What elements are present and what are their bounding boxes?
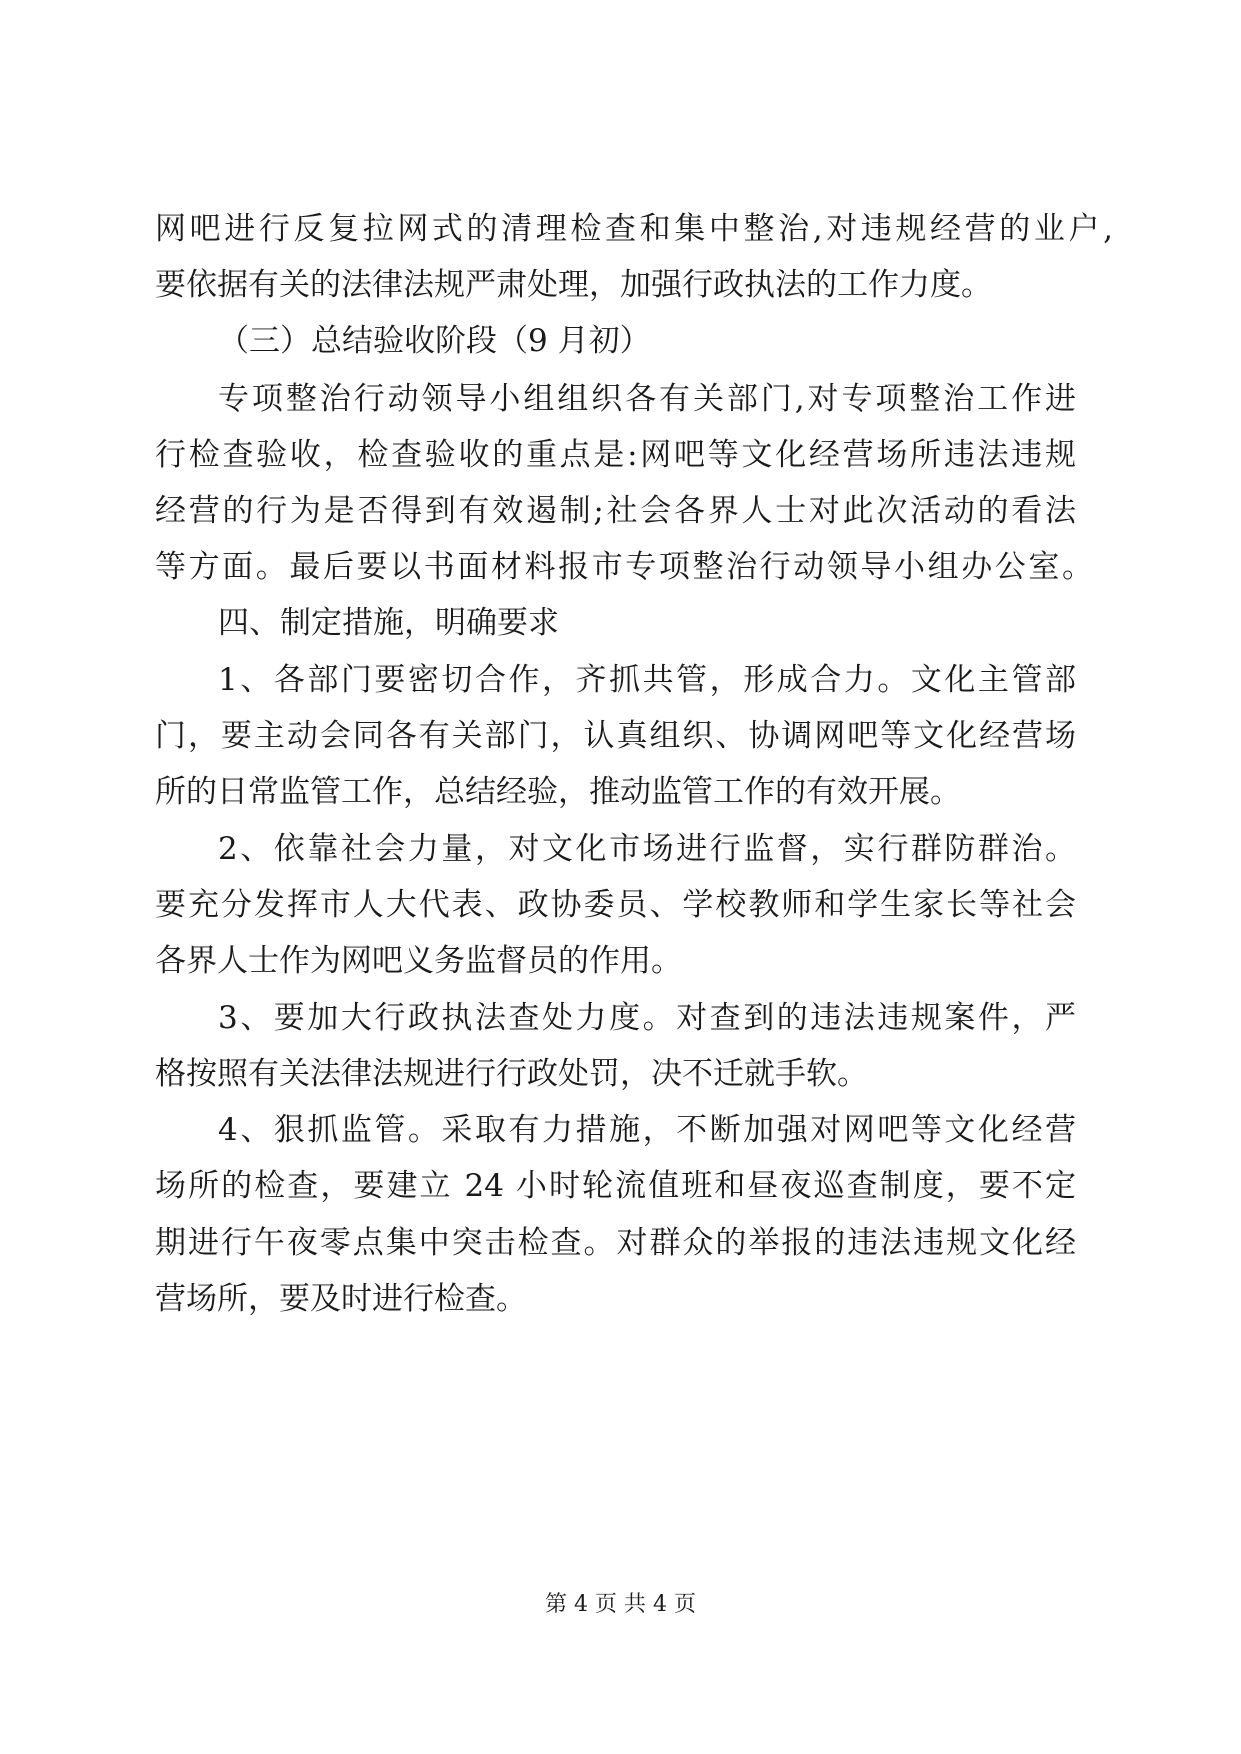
paragraph-line: 1、各部门要密切合作，齐抓共管，形成合力。文化主管部 (218, 662, 1076, 698)
paragraph-line: 行检查验收，检查验收的重点是:网吧等文化经营场所违法违规 (155, 437, 1076, 473)
paragraph-line: 等方面。最后要以书面材料报市专项整治行动领导小组办公室。 (155, 549, 1093, 585)
paragraph-line: 专项整治行动领导小组组织各有关部门,对专项整治工作进 (218, 381, 1076, 417)
section-heading: （三）总结验收阶段（9 月初） (218, 323, 651, 359)
paragraph-line: 格按照有关法律法规进行行政处罚，决不迁就手软。 (155, 1056, 868, 1092)
paragraph-line: 要充分发挥市人大代表、政协委员、学校教师和学生家长等社会 (155, 887, 1076, 923)
paragraph-line: 各界人士作为网吧义务监督员的作用。 (155, 943, 682, 979)
paragraph-line: 要依据有关的法律法规严肃处理，加强行政执法的工作力度。 (155, 267, 992, 303)
paragraph-line: 营场所，要及时进行检查。 (155, 1281, 527, 1317)
paragraph-line: 门，要主动会同各有关部门，认真组织、协调网吧等文化经营场 (155, 718, 1076, 754)
paragraph-line: 3、要加大行政执法查处力度。对查到的违法违规案件，严 (218, 1000, 1076, 1036)
paragraph-line: 场所的检查，要建立 24 小时轮流值班和昼夜巡查制度，要不定 (155, 1168, 1076, 1204)
page-footer: 第 4 页 共 4 页 (545, 1592, 696, 1617)
paragraph-line: 4、狠抓监管。采取有力措施，不断加强对网吧等文化经营 (218, 1112, 1076, 1148)
paragraph-line: 期进行午夜零点集中突击检查。对群众的举报的违法违规文化经 (155, 1225, 1076, 1261)
paragraph-line: 网吧进行反复拉网式的清理检查和集中整治,对违规经营的业户, (155, 211, 1113, 247)
paragraph-line: 2、依靠社会力量，对文化市场进行监督，实行群防群治。 (218, 831, 1076, 867)
paragraph-line: 经营的行为是否得到有效遏制;社会各界人士对此次活动的看法 (155, 493, 1076, 529)
section-heading: 四、制定措施，明确要求 (218, 605, 559, 641)
paragraph-line: 所的日常监管工作，总结经验，推动监管工作的有效开展。 (155, 774, 961, 810)
